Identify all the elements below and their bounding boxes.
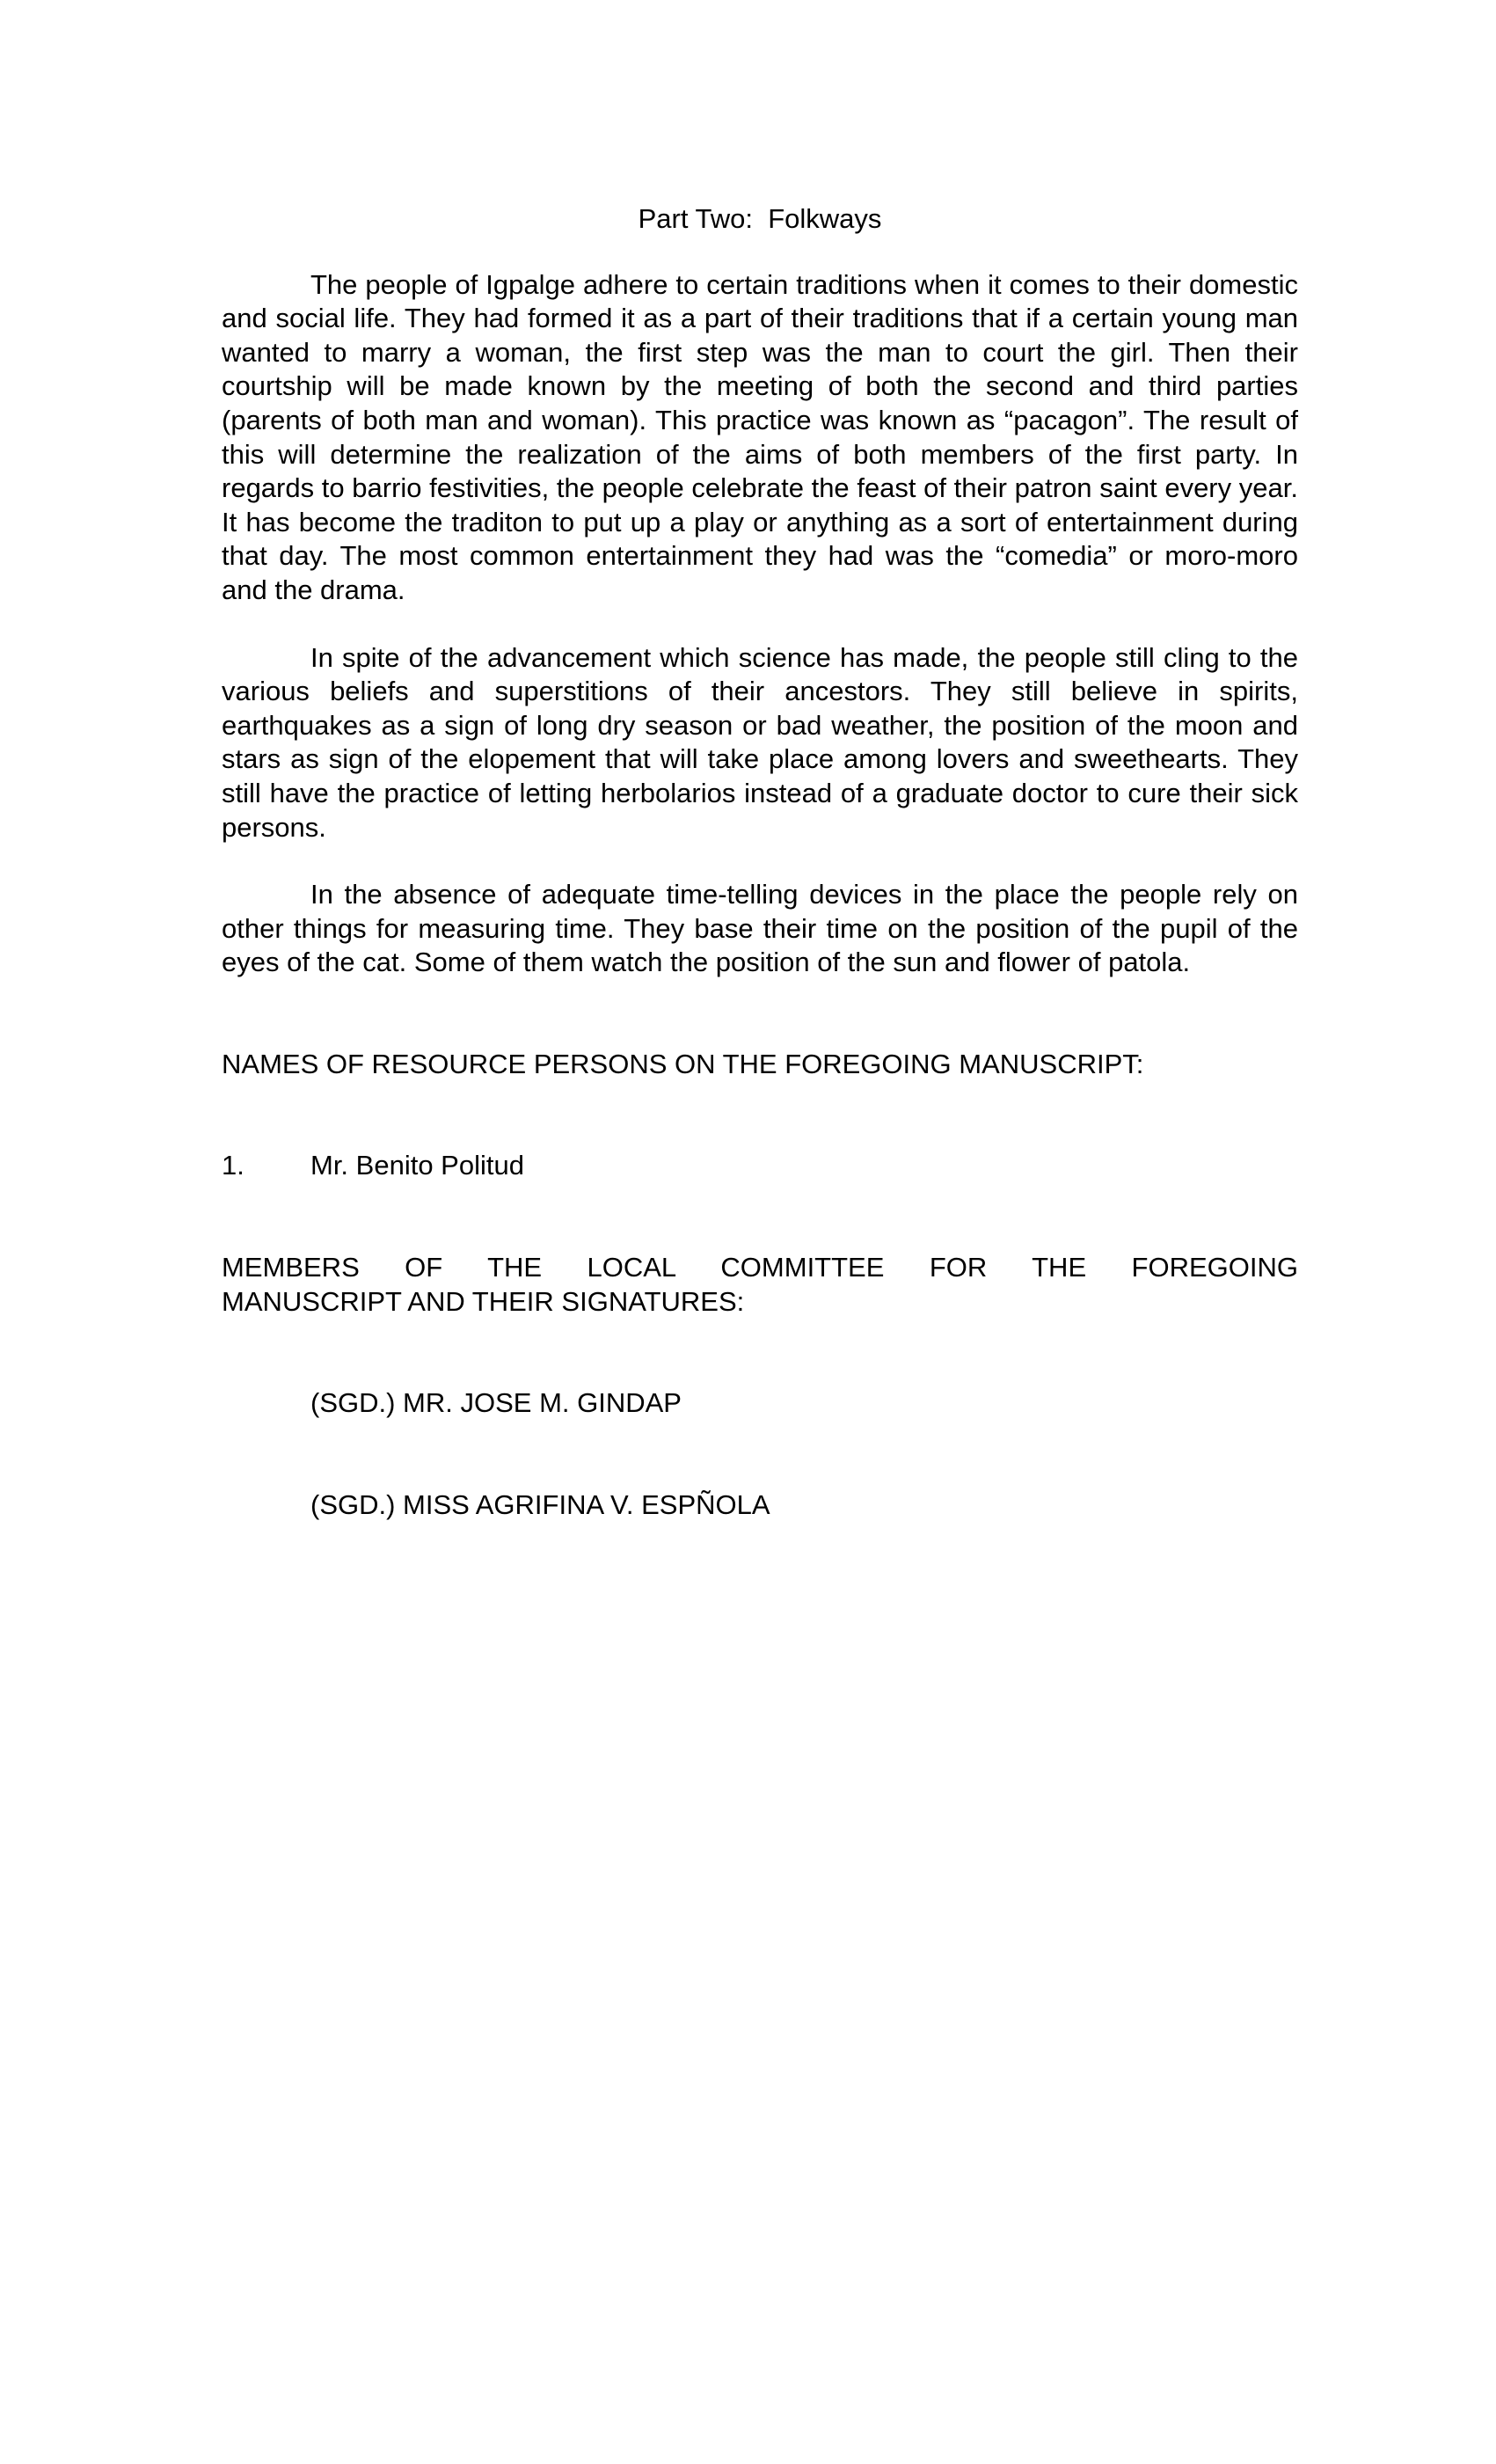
committee-heading-line2: MANUSCRIPT AND THEIR SIGNATURES: [222,1285,745,1317]
committee-heading-line1: MEMBERS OF THE LOCAL COMMITTEE FOR THE FOREGOING [222,1252,1298,1283]
paragraph-time-telling: In the absence of adequate time-telling devices in the place the people rely on other things for measuring time. They base their time on the position of the pupil of the eyes of the cat. Some of them watch the position of the sun and flower of patola. [222,879,1298,978]
signature-agrifina-espanola: (SGD.) MISS AGRIFINA V. ESPÑOLA [310,1488,770,1520]
document-title: Part Two: Folkways [638,203,882,234]
paragraph-traditions: The people of Igpalge adhere to certain traditions when it comes to their domestic and social life. They had formed it as a part of their traditions that if a certain young man wanted to marry a woman, the first step was the man to court the girl. Then their courtship will be made known by the meeting of both the second and third parties (parents of both man and woman). This practice was known as “pacagon”. The result of this will determine the realization of the aims of both members of the first party. In regards to barrio festivities, the people celebrate the feast of their patron saint every year. It has become the traditon to put up a play or anything as a sort of entertainment during that day. The most common entertainment they had was the “comedia” or moro-moro and the drama. [222,268,1298,605]
signature-jose-gindap: (SGD.) MR. JOSE M. GINDAP [310,1387,682,1419]
paragraph-beliefs: In spite of the advancement which science has made, the people still cling to the various beliefs and superstitions of their ancestors. They still believe in spirits, earthquakes as a sign of long dry season or bad weather, the position of the moon and stars as sign of the elopement that will take place among lovers and sweethearts. They still have the practice of letting herbolarios instead of a graduate doctor to cure their sick persons. [222,641,1298,843]
resource-person-number: 1. [222,1150,244,1181]
resource-persons-heading: NAMES OF RESOURCE PERSONS ON THE FOREGOING MANUSCRIPT: [222,1048,1144,1079]
committee-heading [222,1251,1298,1319]
document-page [222,202,1298,1522]
resource-person-name: Mr. Benito Politud [310,1150,524,1181]
resource-person-item [222,1149,1298,1183]
